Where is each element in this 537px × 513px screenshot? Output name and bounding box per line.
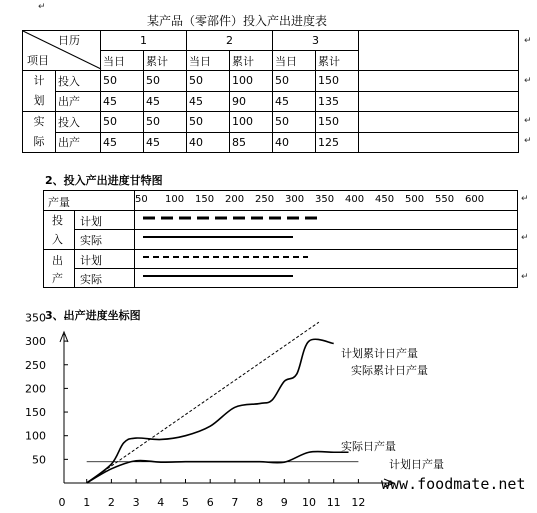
gantt-frame xyxy=(43,190,518,288)
x-tick-label: 6 xyxy=(206,496,214,509)
sub-header: 当日 xyxy=(187,51,230,71)
gantt-scale-tick: 600 xyxy=(465,194,485,205)
table-cell: 100 xyxy=(230,112,273,133)
table-cell: 40 xyxy=(187,132,230,153)
y-tick-label: 150 xyxy=(25,406,46,420)
gantt-scale-tick: 200 xyxy=(225,194,245,205)
table-cell: 90 xyxy=(230,91,273,112)
table-cell: 100 xyxy=(230,71,273,92)
table-cell-blank xyxy=(359,132,519,153)
y-tick-label: 350 xyxy=(25,311,46,325)
gantt-scale-tick: 500 xyxy=(405,194,425,205)
corner-top-label: 日历 xyxy=(58,34,80,47)
gantt-row-label: 实际 xyxy=(80,273,102,286)
gantt-group-label: 入 xyxy=(52,233,63,246)
label-plan-daily: 计划日产量 xyxy=(389,458,444,471)
table-cell-blank xyxy=(359,91,519,112)
gantt-row-label: 实际 xyxy=(80,234,102,247)
table-cell: 50 xyxy=(187,112,230,133)
table1-corner-cell xyxy=(23,31,101,71)
corner-bottom-label: 项目 xyxy=(27,54,49,67)
table-cell-blank xyxy=(359,71,519,92)
gantt-row-label: 计划 xyxy=(80,254,102,267)
return-mark: ↵ xyxy=(521,272,529,282)
gantt-scale-tick: 50 xyxy=(135,194,148,205)
sub-header: 累计 xyxy=(316,51,359,71)
gantt-scale-tick: 550 xyxy=(435,194,455,205)
chart-heading: 3、出产进度坐标图 xyxy=(45,309,141,322)
table-cell: 50 xyxy=(144,71,187,92)
table1-title: 某产品（零部件）投入产出进度表 xyxy=(147,14,328,28)
x-tick-label: 3 xyxy=(132,496,140,509)
table-cell: 45 xyxy=(101,132,144,153)
gantt-scale-tick: 100 xyxy=(165,194,185,205)
table-cell: 50 xyxy=(187,71,230,92)
y-tick-label: 200 xyxy=(25,382,46,396)
gantt-bars xyxy=(44,191,517,287)
return-mark: ↵ xyxy=(521,194,529,204)
gantt-group-label: 出 xyxy=(52,254,63,267)
gantt-header-label: 产量 xyxy=(48,196,70,209)
table-cell: 45 xyxy=(144,132,187,153)
x-tick-label: 0 xyxy=(58,496,66,509)
x-tick-label: 7 xyxy=(231,496,239,509)
return-mark: ↵ xyxy=(524,76,532,86)
group-label-plan: 计 划 xyxy=(23,71,56,112)
x-tick-label: 9 xyxy=(280,496,288,509)
label-actual-daily: 实际日产量 xyxy=(341,440,396,453)
label-actual-cumulative: 实际累计日产量 xyxy=(351,364,428,377)
table-cell: 45 xyxy=(187,91,230,112)
top-return-mark: ↵ xyxy=(38,2,46,12)
return-mark: ↵ xyxy=(524,116,532,126)
x-tick-label: 12 xyxy=(351,496,366,509)
gantt-heading: 2、投入产出进度甘特图 xyxy=(45,174,163,187)
table-cell: 50 xyxy=(144,112,187,133)
sub-header: 累计 xyxy=(144,51,187,71)
table-cell: 45 xyxy=(273,91,316,112)
y-tick-label: 50 xyxy=(32,453,46,467)
row-item: 投入 xyxy=(56,71,101,92)
return-mark: ↵ xyxy=(524,136,532,146)
table-cell: 45 xyxy=(101,91,144,112)
gantt-scale-tick: 400 xyxy=(345,194,365,205)
row-item: 出产 xyxy=(56,91,101,112)
table-cell: 135 xyxy=(316,91,359,112)
x-tick-label: 5 xyxy=(182,496,189,509)
row-item: 出产 xyxy=(56,132,101,153)
group-label-actual: 实 际 xyxy=(23,112,56,153)
table-cell: 45 xyxy=(144,91,187,112)
table-cell: 150 xyxy=(316,112,359,133)
gantt-row-label: 计划 xyxy=(80,215,102,228)
table-cell: 40 xyxy=(273,132,316,153)
day-header-1: 1 xyxy=(101,31,187,51)
table-cell: 85 xyxy=(230,132,273,153)
return-mark: ↵ xyxy=(524,36,532,46)
x-tick-label: 8 xyxy=(256,496,264,509)
y-tick-label: 300 xyxy=(25,335,46,349)
watermark: www.foodmate.net xyxy=(381,475,526,493)
gantt-scale-tick: 350 xyxy=(315,194,335,205)
sub-header: 累计 xyxy=(230,51,273,71)
gantt-scale-tick: 300 xyxy=(285,194,305,205)
table1-blank-cell xyxy=(359,31,519,71)
gantt-group-label: 投 xyxy=(52,214,63,227)
day-header-3: 3 xyxy=(273,31,359,51)
x-tick-label: 1 xyxy=(83,496,91,509)
table-cell: 125 xyxy=(316,132,359,153)
table-cell: 50 xyxy=(101,112,144,133)
production-progress-table xyxy=(22,30,519,153)
table-cell: 150 xyxy=(316,71,359,92)
table-cell: 50 xyxy=(101,71,144,92)
gantt-scale-tick: 150 xyxy=(195,194,215,205)
plan-cumulative-line xyxy=(87,322,319,483)
day-header-2: 2 xyxy=(187,31,273,51)
table-cell: 50 xyxy=(273,71,316,92)
table-cell-blank xyxy=(359,112,519,133)
sub-header: 当日 xyxy=(101,51,144,71)
y-tick-label: 250 xyxy=(25,358,46,372)
table-cell: 50 xyxy=(273,112,316,133)
x-tick-label: 10 xyxy=(302,496,316,509)
sub-header: 当日 xyxy=(273,51,316,71)
gantt-group-label: 产 xyxy=(52,272,63,285)
gantt-scale-tick: 250 xyxy=(255,194,275,205)
x-tick-label: 11 xyxy=(326,496,341,509)
gantt-scale-tick: 450 xyxy=(375,194,395,205)
row-item: 投入 xyxy=(56,112,101,133)
return-mark: ↵ xyxy=(521,233,529,243)
x-tick-label: 2 xyxy=(107,496,115,509)
x-tick-label: 4 xyxy=(157,496,165,509)
y-tick-label: 100 xyxy=(25,429,46,443)
label-plan-cumulative: 计划累计日产量 xyxy=(341,347,418,360)
